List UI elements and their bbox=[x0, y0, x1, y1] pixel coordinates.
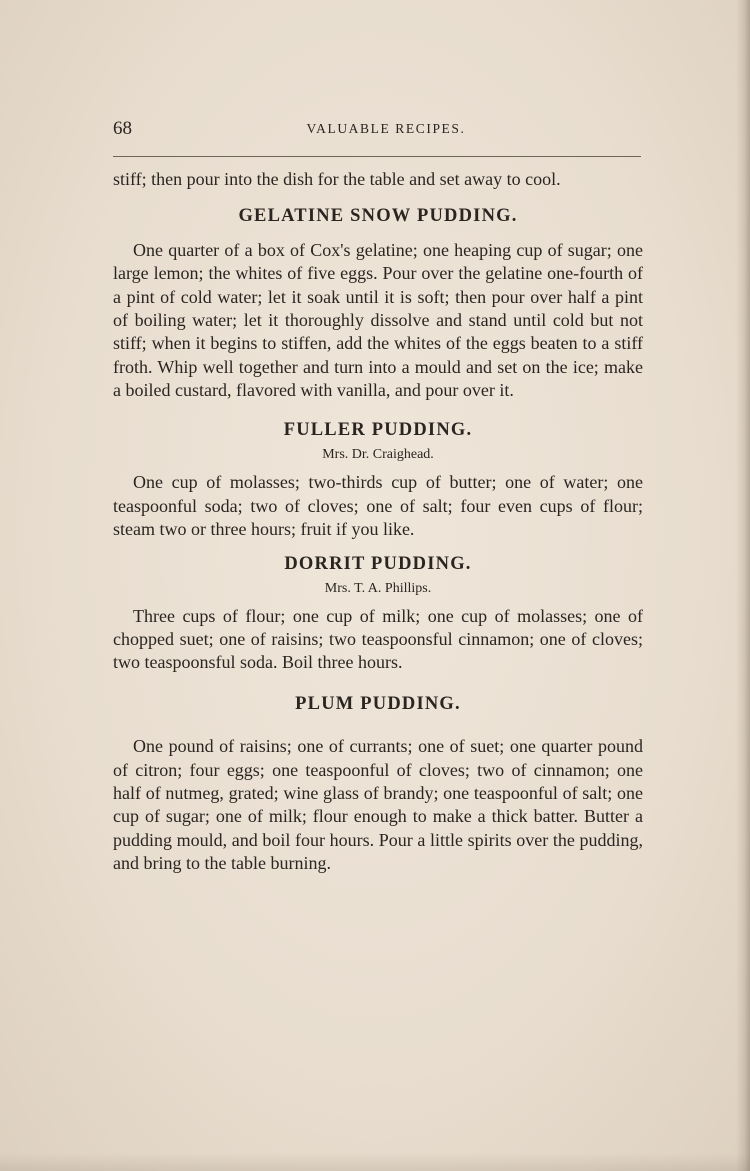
page-header bbox=[113, 118, 641, 146]
recipe-title-gelatine-snow-pudding: GELATINE SNOW PUDDING. bbox=[238, 206, 518, 227]
recipe-title-plum-pudding: PLUM PUDDING. bbox=[295, 693, 461, 714]
header-rule bbox=[113, 156, 641, 157]
recipe-body-dorrit-pudding: Three cups of flour; one cup of milk; one cup of molasses; one of chopped suet; one of raisins; two teaspoonsful cinnamon; one of cloves; two teaspoonsful soda. Boil three hours. bbox=[113, 605, 643, 673]
recipe-author-fuller-pudding: Mrs. Dr. Craighead. bbox=[322, 447, 434, 463]
page-number: 68 bbox=[113, 118, 132, 139]
recipe-author-dorrit-pudding: Mrs. T. A. Phillips. bbox=[324, 581, 432, 597]
running-title: VALUABLE RECIPES. bbox=[306, 121, 466, 136]
page-edge-shadow bbox=[736, 0, 750, 1171]
recipe-title-fuller-pudding: FULLER PUDDING. bbox=[283, 419, 473, 440]
recipe-body-fuller-pudding: One cup of molasses; two-thirds cup of butter; one of water; one teaspoonful soda; two of cloves; one of salt; four even cups of flour; steam two or three hours; fruit if you like. bbox=[113, 472, 643, 540]
page-bottom-shadow bbox=[0, 1153, 750, 1171]
continued-paragraph: stiff; then pour into the dish for the table and set away to cool. bbox=[113, 169, 561, 189]
page-body bbox=[113, 168, 643, 876]
recipe-body-plum-pudding: One pound of raisins; one of currants; one of suet; one quarter pound of citron; four eggs; one teaspoonful of cloves; two of cinnamon; one half of nutmeg, grated; wine glass of brandy; one teaspoonful of salt; one cup of sugar; one of milk; flour enough to make a thick batter. Butter a pudding mould, and boil four hours. Pour a little spirits over the pudding, and bring to the table burning. bbox=[113, 736, 643, 874]
recipe-body-gelatine-snow-pudding: One quarter of a box of Cox's gelatine; one heaping cup of sugar; one large lemon; the whites of five eggs. Pour over the gelatine one-fourth of a pint of cold water; let it soak until it is soft; then pour over half a pint of boiling water; let it thoroughly dissolve and stand until cold but not stiff; when it begins to stiffen, add the whites of the eggs beaten to a stiff froth. Whip well together and turn into a mould and set on the ice; make a boiled custard, flavored with vanilla, and pour over it. bbox=[113, 239, 643, 401]
recipe-title-dorrit-pudding: DORRIT PUDDING. bbox=[284, 553, 472, 574]
